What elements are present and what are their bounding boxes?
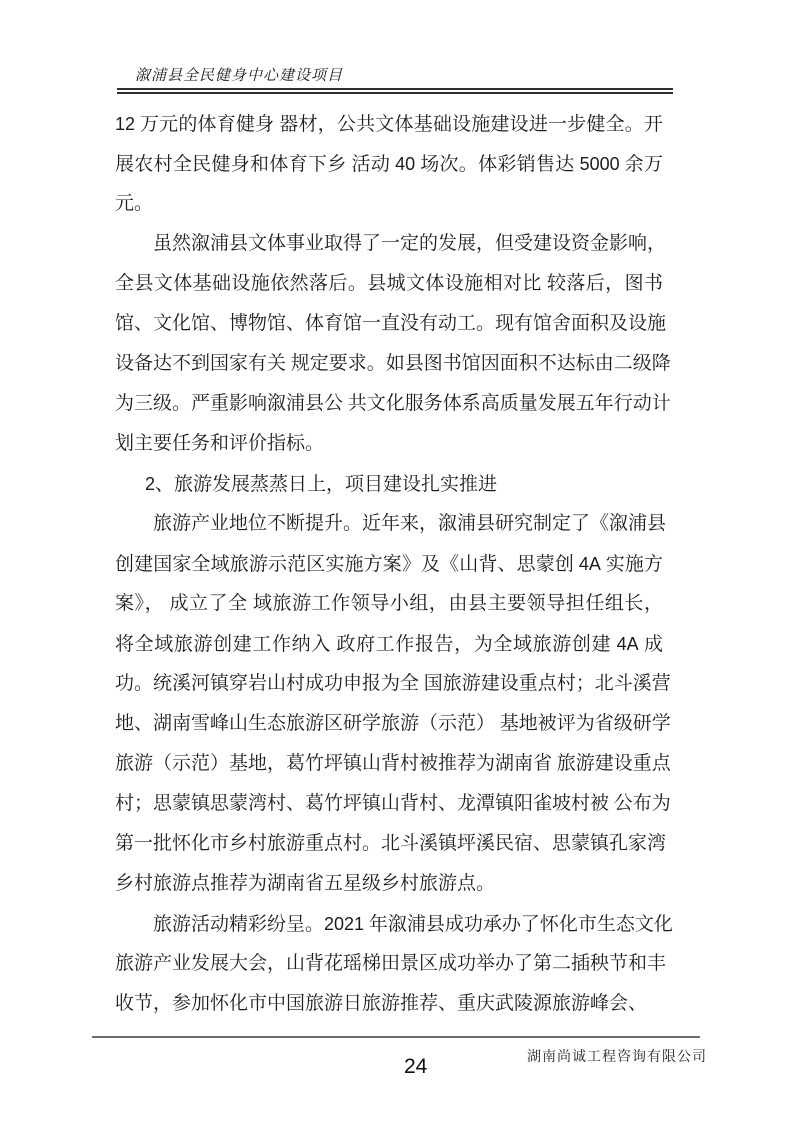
text-line: 旅游活动精彩纷呈。2021 年溆浦县成功承办了怀化市生态文化 [153,914,673,935]
text-line: 案》， 成立了全 域旅游工作领导小组，由县主要领导担任组长， [115,593,663,614]
page-number: 24 [404,1055,428,1078]
latin-run: 2021 [324,914,365,934]
text-line: 划主要任务和评价指标。 [115,433,325,454]
text-line: 旅游（示范）基地，葛竹坪镇山背村被推荐为湖南省 旅游建设重点 [115,753,671,774]
latin-run: 12 [115,114,136,134]
footer-rule [92,1036,700,1038]
document-body [115,104,673,1024]
text-line: 地、湖南雪峰山生态旅游区研学旅游（示范） 基地被评为省级研学 [115,713,671,734]
text-line: 第一批怀化市乡村旅游重点村。北斗溪镇坪溪民宿、思蒙镇孔家湾 [115,833,667,854]
footer-company-name: 湖南尚诚工程咨询有限公司 [527,1050,707,1065]
text-line: 旅游产业地位不断提升。近年来，溆浦县研究制定了《溆浦县 [153,513,667,534]
text-line: 乡村旅游点推荐为湖南省五星级乡村旅游点。 [115,873,496,894]
latin-run: 40 [395,154,416,174]
header-project-title: 溆浦县全民健身中心建设项目 [135,68,344,84]
text-line: 收节，参加怀化市中国旅游日旅游推荐、重庆武陵源旅游峰会、 [115,993,648,1014]
text-line: 创建国家全域旅游示范区实施方案》及《山背、思蒙创 4A 实施方 [115,554,663,575]
section-heading: 2、旅游发展蒸蒸日上，项目建设扎实推进 [145,474,498,495]
text-line: 设备达不到国家有关 规定要求。如县图书馆因面积不达标由二级降 [115,353,671,374]
text-line: 展农村全民健身和体育下乡 活动 40 场次。体彩销售达 5000 余万 [115,154,663,175]
latin-run: 4A [616,634,639,654]
latin-run: 2 [145,474,156,494]
text-line: 全县文体基础设施依然落后。县城文体设施相对比 较落后，图书 [115,273,663,294]
text-line: 12 万元的体育健身 器材，公共文体基础设施建设进一步健全。开 [115,114,663,135]
text-line: 旅游产业发展大会，山背花瑶梯田景区成功举办了第二插秧节和丰 [115,953,667,974]
text-line: 元。 [115,193,154,214]
text-line: 馆、文化馆、博物馆、体育馆一直没有动工。现有馆舍面积及设施 [115,313,667,334]
text-line: 为三级。严重影响溆浦县公 共文化服务体系高质量发展五年行动计 [115,393,671,414]
latin-run: 5000 [579,154,620,174]
text-line: 虽然溆浦县文体事业取得了一定的发展，但受建设资金影响， [153,233,667,254]
latin-run: 4A [578,554,601,574]
text-line: 将全域旅游创建工作纳入 政府工作报告，为全域旅游创建 4A 成 [115,634,663,655]
header-double-rule [117,88,673,94]
text-line: 村；思蒙镇思蒙湾村、葛竹坪镇山背村、龙潭镇阳雀坡村被 公布为 [115,793,671,814]
text-line: 功。统溪河镇穿岩山村成功申报为全 国旅游建设重点村；北斗溪营 [115,673,671,694]
